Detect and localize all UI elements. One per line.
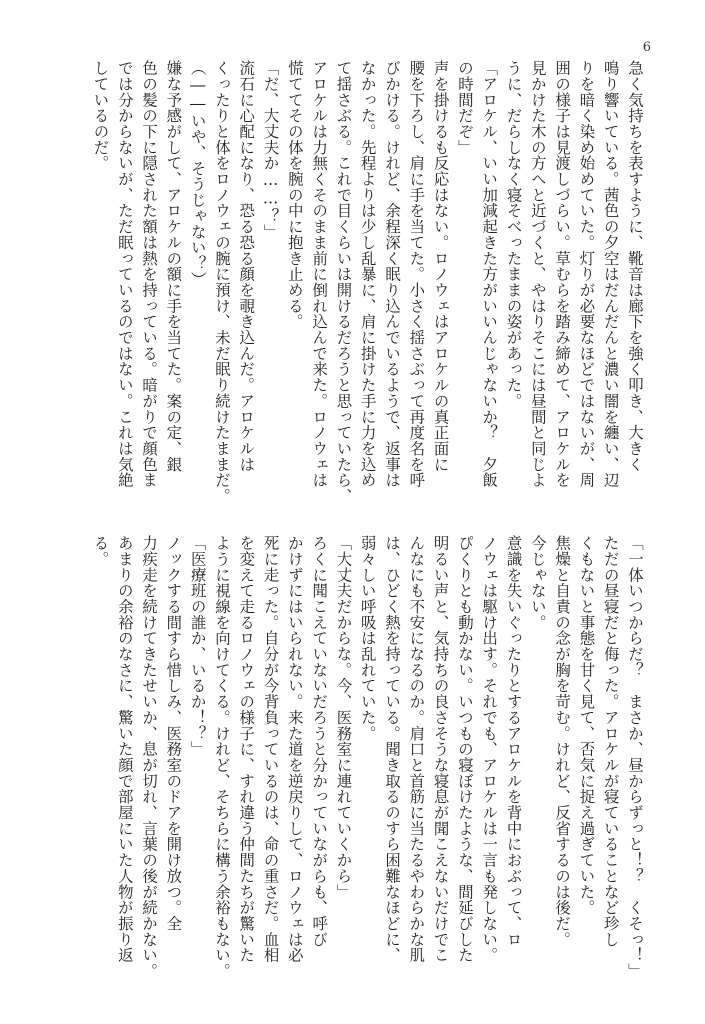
text-line: 「だ、大丈夫か……？」: [261, 60, 280, 240]
text-line: の時間だぞ」: [455, 60, 474, 156]
text-line: 嫌な予感がして、アロケルの額に手を当てた。案の定、銀: [164, 60, 183, 473]
text-line: 「大丈夫だからな。今、医務室に連れていくから」: [334, 535, 353, 900]
text-line: 弱々しい呼吸は乱れていた。: [358, 535, 377, 742]
text-line: うに、だらしなく寝そべったままの姿があった。: [504, 60, 523, 409]
text-line: ノックする間すら惜しみ、医務室のドアを開け放つ。全: [164, 535, 183, 932]
text-line: 腰を下ろし、肩に手を当てた。小さく揺さぶって再度名を呼: [407, 60, 426, 488]
text-line: りを暗く染め始めていた。灯りが必要なほどではないが、周: [577, 60, 596, 488]
text-line: なかった。先程よりは少し乱暴に、肩に掛けた手に力を込め: [358, 60, 377, 488]
text-line: を変えて走るロノウェの様子に、すれ違う仲間たちが驚いた: [237, 535, 256, 963]
text-line: アロケルは力無くそのまま前に倒れ込んで来た。ロノウェは: [310, 60, 329, 488]
text-line: 死に走った。自分が今背負っているのは、命の重さだ。血相: [261, 535, 280, 963]
text-line: 「医療班の誰か、いるか！？」: [188, 535, 207, 757]
text-line: 明るい声と、気持ちの良さそうな寝息が聞こえないだけでこ: [431, 535, 450, 963]
text-line: 「一体いつからだ？ まさか、昼からずっと！？ くそっ！」: [626, 535, 644, 979]
top-text-block: [91, 60, 647, 504]
text-line: ように視線を向けてくる。けれど、そちらに構う余裕もない。: [212, 535, 231, 979]
text-line: くったりと体をロノウェの腕に預け、未だ眠り続けたままだ。: [212, 60, 231, 504]
text-line: る。: [91, 535, 110, 567]
text-line: かけずにはいられない。来た道を逆戻りして、ロノウェは必: [285, 535, 304, 963]
text-line: 焦燥と自責の念が胸を苛む。けれど、反省するのは後だ。: [553, 535, 572, 948]
text-line: あまりの余裕のなさに、驚いた顔で部屋にいた人物が振り返: [115, 535, 134, 963]
text-line: 慌ててその体を腕の中に抱き止める。: [285, 60, 304, 330]
text-line: 「アロケル、いい加減起きた方がいいんじゃないか？ 夕飯: [480, 60, 499, 488]
text-line: （――いや、そうじゃない？）: [188, 60, 207, 288]
text-line: 今じゃない。: [528, 535, 547, 631]
text-line: くもないと事態を甘く見て、否気に捉え過ぎていた。: [577, 535, 596, 916]
text-line: 見かけた木の方へと近づくと、やはりそこには昼間と同じよ: [528, 60, 547, 488]
bottom-text-block: [91, 535, 647, 979]
text-line: んなにも不安になるのか。肩口と首筋に当たるやわらかな肌: [407, 535, 426, 963]
text-line: 色の髪の下に隠された額は熱を持っている。暗がりで顔色ま: [140, 60, 159, 488]
text-line: 急く気持ちを表すように、靴音は廊下を強く叩き、大きく: [626, 60, 644, 473]
text-line: では分からないが、ただ眠っているのではない。これは気絶: [115, 60, 134, 488]
text-line: ろくに聞こえていないだろうと分かっていながらも、呼び: [310, 535, 329, 948]
text-line: 囲の様子は見渡しづらい。草むらを踏み締めて、アロケルを: [553, 60, 572, 488]
text-line: は、ひどく熱を持っている。聞き取るのすら困難なほどに、: [383, 535, 402, 963]
text-line: 声を掛けるも反応はない。ロノウェはアロケルの真正面に: [431, 60, 450, 473]
text-line: て揺さぶる。これで目くらいは開けるだろうと思っていたら、: [334, 60, 353, 504]
text-line: びかける。けれど、余程深く眠り込んでいるようで、返事は: [383, 60, 402, 488]
text-line: ぴくりとも動かない。いつもの寝ぼけたような、間延びした: [455, 535, 474, 963]
text-line: 流石に心配になり、恐る恐る顔を覗き込んだ。アロケルは: [237, 60, 256, 473]
text-line: 意識を失いぐったりとするアロケルを背中におぶって、ロ: [504, 535, 523, 948]
text-line: 鳴り響いている。茜色の夕空はだんだんと濃い闇を纏い、辺: [601, 60, 620, 488]
text-line: ノウェは駆け出す。それでも、アロケルは一言も発しない。: [480, 535, 499, 963]
text-line: ただの昼寝だと侮った。アロケルが寝ていることなど珍し: [601, 535, 620, 948]
text-line: 力疾走を続けてきたせいか、息が切れ、言葉の後が続かない。: [140, 535, 159, 979]
page-number: 6: [642, 40, 651, 55]
text-line: しているのだ。: [91, 60, 110, 171]
